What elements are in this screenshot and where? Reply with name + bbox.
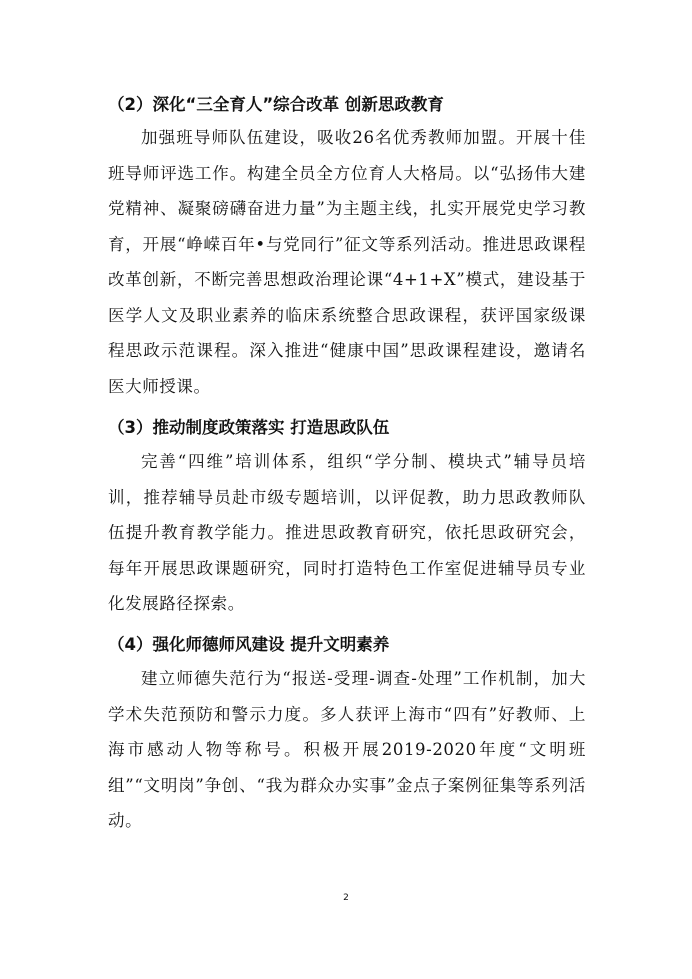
section-heading-3: （3）推动制度政策落实 打造思政队伍 bbox=[108, 418, 390, 437]
section-paragraph-4: 建立师德失范行为“报送-受理-调查-处理”工作机制，加大学术失范预防和警示力度。多人获评上海市“四有”好教师、上海市感动人物等称号。积极开展2019-2020年度“文明班组”“文明岗”争创、“我为群众办实事”金点子案例征集等系列活动。 bbox=[108, 669, 586, 830]
page-number: 2 bbox=[343, 893, 349, 903]
section-paragraph-3: 完善“四维”培训体系，组织“学分制、模块式”辅导员培训，推荐辅导员赴市级专题培训，以评促教，助力思政教师队伍提升教育教学能力。推进思政教育研究，依托思政研究会，每年开展思政课题研究，同时打造特色工作室促进辅导员专业化发展路径探索。 bbox=[108, 452, 586, 613]
section-heading-4: （4）强化师德师风建设 提升文明素养 bbox=[108, 635, 390, 654]
section-heading-2: （2）深化“三全育人”综合改革 创新思政教育 bbox=[108, 95, 444, 114]
section-paragraph-2: 加强班导师队伍建设，吸收26名优秀教师加盟。开展十佳班导师评选工作。构建全员全方位育人大格局。以“弘扬伟大建党精神、凝聚磅礴奋进力量”为主题主线，扎实开展党史学习教育，开展“峥嵘百年•与党同行”征文等系列活动。推进思政课程改革创新，不断完善思想政治理论课“4+1+X”模式，建设基于医学人文及职业素养的临床系统整合思政课程，获评国家级课程思政示范课程。深入推进“健康中国”思政课程建设，邀请名医大师授课。 bbox=[108, 128, 586, 396]
